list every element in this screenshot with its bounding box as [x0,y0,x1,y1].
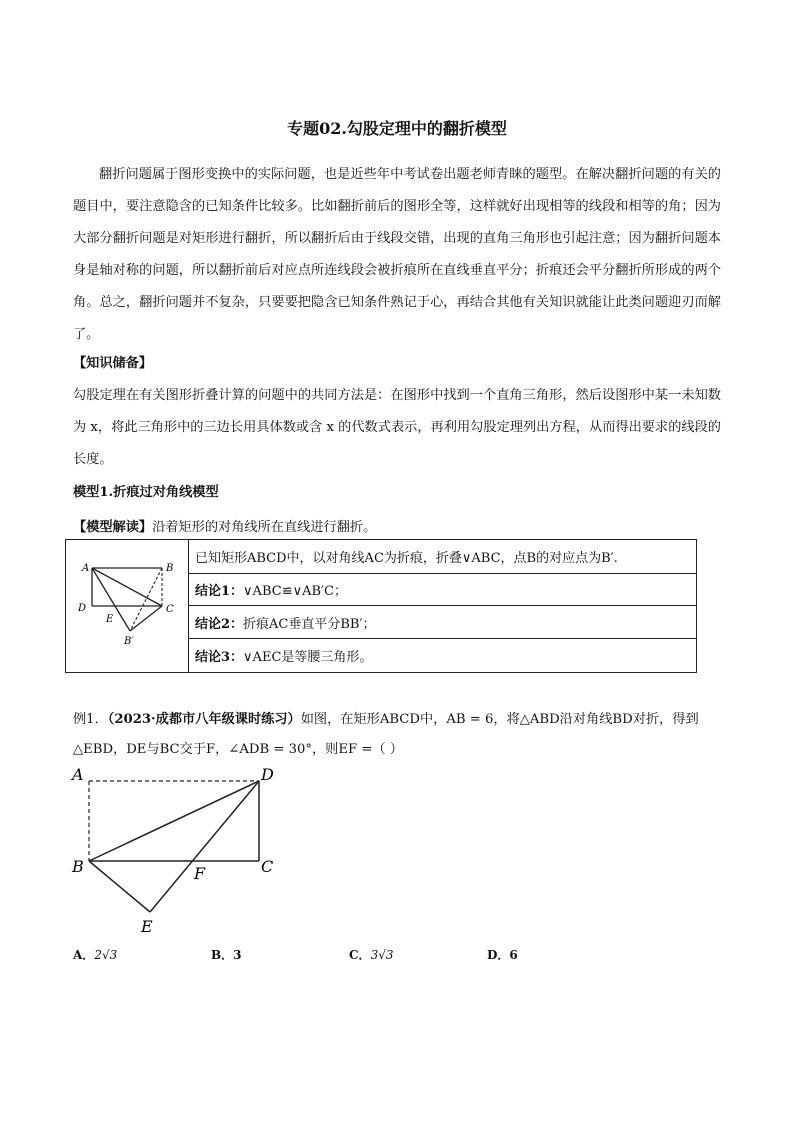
small-label-B-prime: B′ [124,636,134,647]
model-reading [73,516,376,535]
small-seg-BB2 [130,568,162,631]
table-given-row: 已知矩形ABCD中，以对角线AC为折痕，折叠∨ABC，点B的对应点为B′. [189,540,697,574]
table-conclusion-1 [189,573,697,606]
choice-d-value: 6 [509,948,518,962]
table-conclusion-3 [189,639,697,673]
big-seg-BD [89,781,259,861]
fold-diagram-small [66,540,188,668]
choice-c-letter: C． [349,948,371,962]
choice-b[interactable] [211,946,242,963]
conclusion-1-text: ∨ABC≌∨AB′C； [243,584,347,600]
small-label-D: D [78,603,87,614]
intro-paragraph: 翻折问题属于图形变换中的实际问题，也是近些年中考试卷出题老师青睐的题型。在解决翻折问题的有关的题目中，要注意隐含的已知条件比较多。比如翻折前后的图形全等，这样就好出现相等的线段和相等的角；因为大部分翻折问题是对矩形进行翻折，所以翻折后由于线段交错，出现的直角三角形也引起注意；因为翻折问题本身是轴对称的问题，所以翻折前后对应点所连线段会被折痕所在直线垂直平分；折痕还会平分翻折所形成的两个角。总之，翻折问题并不复杂，只要要把隐含已知条件熟记于心，再结合其他有关知识就能让此类问题迎刃而解了。 [73,167,721,342]
knowledge-paragraph: 勾股定理在有关图形折叠计算的问题中的共同方法是：在图形中找到一个直角三角形，然后设图形中某一未知数为 x，将此三角形中的三边长用具体数或含 x 的代数式表示，再利用勾股定理列出方程，从而得出要求的线段的长度。 [73,388,721,467]
small-seg-AC [92,568,162,606]
choice-a[interactable] [73,946,117,963]
page-title: 专题02.勾股定理中的翻折模型 [287,119,507,138]
small-label-B: B [166,563,174,574]
small-label-C: C [166,604,174,615]
model-reading-text: 沿着矩形的对角线所在直线进行翻折。 [152,520,377,535]
choice-d[interactable] [487,946,518,963]
big-label-F: F [194,864,206,883]
choice-a-value: 2√3 [94,948,118,962]
big-seg-BE [89,861,150,912]
example-label: 例1． [73,712,108,727]
big-label-D: D [261,765,274,784]
fold-diagram-example [70,762,280,938]
big-label-A: A [72,765,84,784]
choice-c[interactable] [349,946,393,963]
example-1-question [73,705,723,765]
model-heading: 模型1.折痕过对角线模型 [73,485,219,500]
model-table [65,539,697,673]
conclusion-3-text: ∨AEC是等腰三角形。 [243,650,373,666]
choice-b-letter: B． [211,948,234,962]
example-text: 如图，在矩形ABCD中，AB = 6，将△ABD沿对角线BD对折，得到△EBD，DE与BC交于F，∠ADB = 30°，则EF =（ ） [73,712,699,757]
table-conclusion-2 [189,606,697,639]
choice-d-letter: D． [487,948,510,962]
choice-c-value: 3√3 [370,948,394,962]
knowledge-heading: 【知识储备】 [73,356,153,371]
conclusion-1-label: 结论1： [195,584,244,600]
big-label-C: C [261,857,274,876]
small-seg-B2C [130,606,162,631]
big-label-B: B [72,857,84,876]
small-label-A: A [82,563,90,574]
model-figure-cell [66,540,189,673]
conclusion-2-text: 折痕AC垂直平分BB′； [243,616,376,632]
big-seg-ED [150,781,259,912]
choice-a-letter: A． [73,948,95,962]
small-label-E: E [106,614,114,625]
example-source: （2023·成都市八年级课时练习） [107,712,301,727]
conclusion-3-label: 结论3： [195,650,244,666]
model-reading-label: 【模型解读】 [73,520,153,535]
conclusion-2-label: 结论2： [195,616,244,632]
big-label-E: E [141,917,153,936]
choice-b-value: 3 [233,948,242,962]
